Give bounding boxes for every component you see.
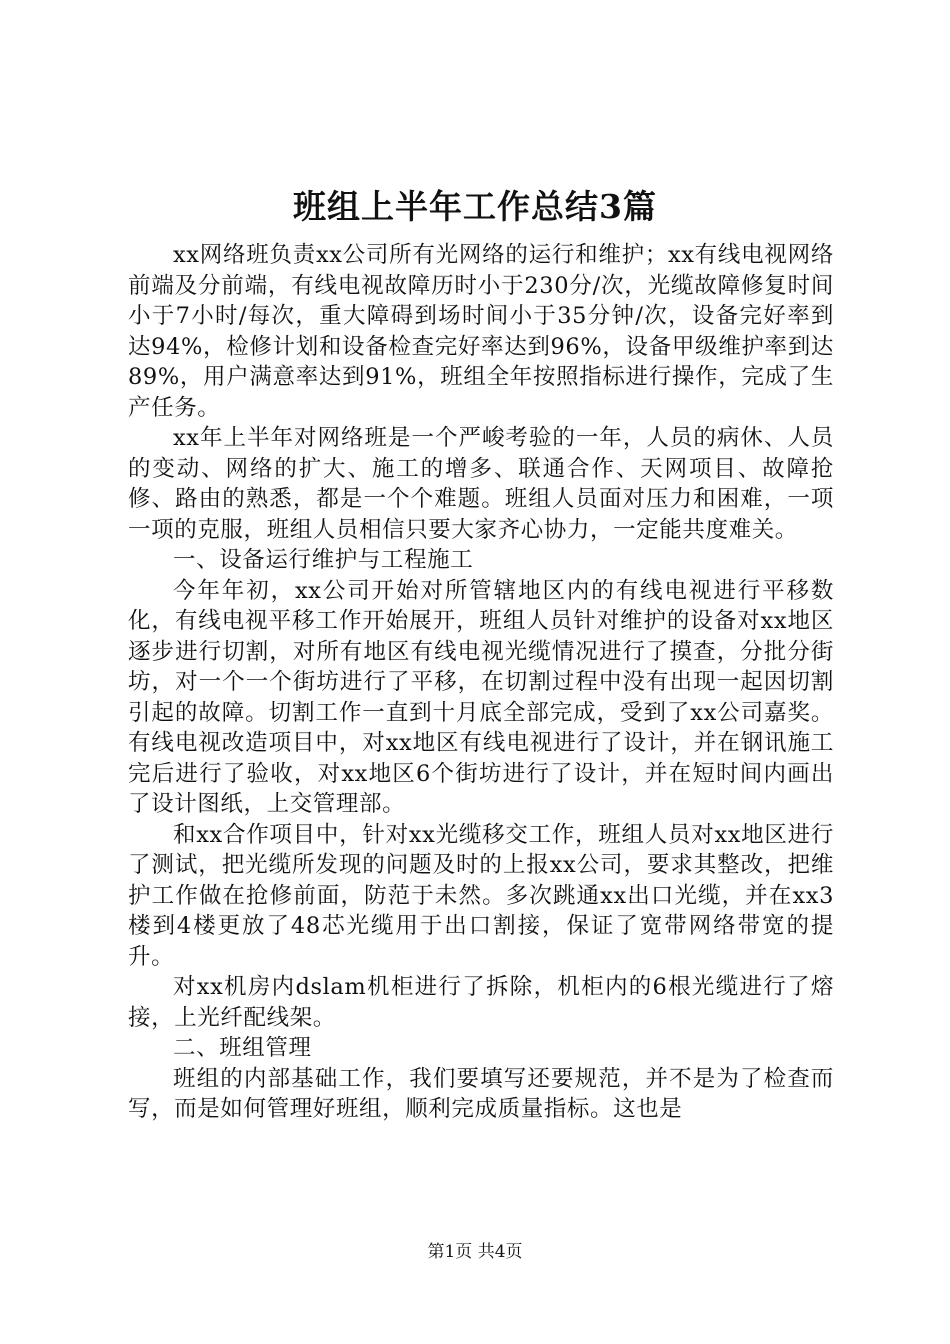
paragraph-cooperation: 和xx合作项目中，针对xx光缆移交工作，班组人员对xx地区进行了测试，把光缆所发现的问题及时的上报xx公司，要求其整改，把维护工作做在抢修前面，防范于未然。多次跳通xx出口光缆，并在xx3楼到4楼更放了48芯光缆用于出口割接，保证了宽带网络带宽的提升。 [128, 821, 834, 970]
paragraph-management: 班组的内部基础工作，我们要填写还要规范，并不是为了检查而写，而是如何管理好班组，顺利完成质量指标。这也是 [128, 1065, 834, 1122]
section-heading-equipment: 一、设备运行维护与工程施工 [173, 547, 474, 573]
paragraph-migration: 今年年初，xx公司开始对所管辖地区内的有线电视进行平移数化，有线电视平移工作开始展开，班组人员针对维护的设备对xx地区逐步进行切割，对所有地区有线电视光缆情况进行了摸查，分批分街坊，对一个一个街坊进行了平移，在切割过程中没有出现一起因切割引起的故障。切割工作一直到十月底全部完成，受到了xx公司嘉奖。有线电视改造项目中，对xx地区有线电视进行了设计，并在钢讯施工完后进行了验收，对xx地区6个街坊进行了设计，并在短时间内画出了设计图纸，上交管理部。 [128, 577, 834, 817]
paragraph-intro: xx网络班负责xx公司所有光网络的运行和维护；xx有线电视网络前端及分前端，有线电视故障历时小于230分/次，光缆故障修复时间小于7小时/每次，重大障碍到场时间小于35分钟/次，设备完好率到达94%，检修计划和设备检查完好率达到96%，设备甲级维护率到达89%，用户满意率达到91%，班组全年按照指标进行操作，完成了生产任务。 [128, 242, 834, 421]
document-title: 班组上半年工作总结3篇 [293, 187, 657, 226]
paragraph-challenges: xx年上半年对网络班是一个严峻考验的一年，人员的病休、人员的变动、网络的扩大、施工的增多、联通合作、天网项目、故障抢修、路由的熟悉，都是一个个难题。班组人员面对压力和困难，一项一项的克服，班组人员相信只要大家齐心协力，一定能共度难关。 [128, 425, 834, 543]
paragraph-dslam: 对xx机房内dslam机柜进行了拆除，机柜内的6根光缆进行了熔接，上光纤配线架。 [128, 974, 834, 1031]
page-footer: 第1页 共4页 [427, 1242, 523, 1262]
section-heading-management: 二、班组管理 [173, 1035, 312, 1061]
document-body [128, 240, 834, 1125]
